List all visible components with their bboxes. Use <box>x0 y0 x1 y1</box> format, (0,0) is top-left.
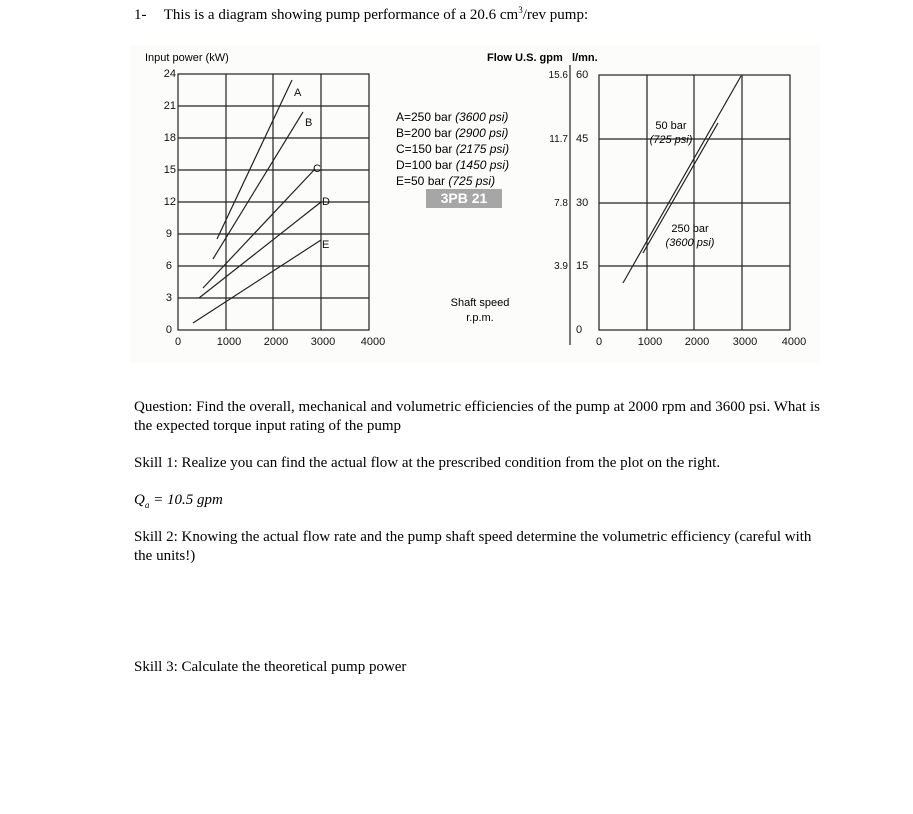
pressure-legend <box>396 109 509 189</box>
svg-text:0: 0 <box>165 324 172 336</box>
svg-text:18: 18 <box>163 132 176 144</box>
svg-text:24: 24 <box>163 68 176 80</box>
skill-2-text: Skill 2: Knowing the actual flow rate and the pump shaft speed determine the volumetric efficiency (careful with the units!) <box>134 529 812 564</box>
flow-ylabel: Flow U.S. gpm l/mn. <box>487 52 598 64</box>
svg-text:30: 30 <box>576 197 589 209</box>
shaft-speed-label: Shaft speed r.p.m. <box>450 297 510 324</box>
svg-text:15: 15 <box>163 164 176 176</box>
svg-text:45: 45 <box>576 133 589 145</box>
heading-number: 1- <box>134 7 147 23</box>
svg-text:15.6: 15.6 <box>548 70 568 81</box>
svg-text:9: 9 <box>165 228 172 240</box>
svg-text:D: D <box>322 196 330 208</box>
svg-text:11.7: 11.7 <box>549 134 568 145</box>
skill-3-text: Skill 3: Calculate the theoretical pump power <box>134 659 407 675</box>
heading-text: This is a diagram showing pump performance of a 20.6 $cm^3$/rev pump: <box>163 5 589 23</box>
legend-item-b: B=200 bar (2900 psi) <box>396 126 509 140</box>
svg-text:A: A <box>294 87 302 99</box>
label-250-bar: 250 bar (3600 psi) <box>665 223 715 249</box>
svg-text:21: 21 <box>163 100 176 112</box>
svg-text:4000: 4000 <box>360 336 386 348</box>
svg-text:12: 12 <box>163 196 176 208</box>
svg-text:2000: 2000 <box>263 336 289 348</box>
legend-item-c: C=150 bar (2175 psi) <box>396 142 510 156</box>
svg-text:0: 0 <box>595 336 603 348</box>
svg-text:15: 15 <box>576 260 589 272</box>
svg-text:3.9: 3.9 <box>554 261 568 272</box>
legend-item-e: E=50 bar (725 psi) <box>396 174 496 188</box>
svg-text:1000: 1000 <box>216 336 242 348</box>
svg-text:C: C <box>313 163 321 175</box>
svg-text:7.8: 7.8 <box>554 198 568 209</box>
legend-item-d: D=100 bar (1450 psi) <box>396 158 510 172</box>
svg-text:4000: 4000 <box>781 336 807 348</box>
left-ylabel: Input power (kW) <box>145 52 229 64</box>
svg-text:E: E <box>322 239 330 251</box>
svg-text:6: 6 <box>165 260 172 272</box>
svg-text:2000: 2000 <box>684 336 710 348</box>
legend-item-a: A=250 bar (3600 psi) <box>396 110 509 124</box>
svg-text:3000: 3000 <box>732 336 758 348</box>
svg-text:B: B <box>305 117 313 129</box>
skill-1-text: Skill 1: Realize you can find the actual flow at the prescribed condition from the plot on the right. <box>134 455 721 471</box>
qa-equation: $Q_a = 10.5$ gpm <box>134 492 223 510</box>
svg-text:0: 0 <box>174 336 182 348</box>
svg-text:1000: 1000 <box>637 336 663 348</box>
question-text: Question: Find the overall, mechanical and volumetric efficiencies of the pump at 2000 rpm and 3600 psi. What is the expected torque input rating of the pump <box>134 399 820 434</box>
svg-text:3: 3 <box>165 292 172 304</box>
svg-text:3000: 3000 <box>310 336 336 348</box>
svg-text:0: 0 <box>576 324 583 336</box>
figure-code-badge: 3PB 21 <box>426 189 502 208</box>
svg-text:60: 60 <box>576 69 589 81</box>
label-50-bar: 50 bar (725 psi) <box>649 120 693 146</box>
